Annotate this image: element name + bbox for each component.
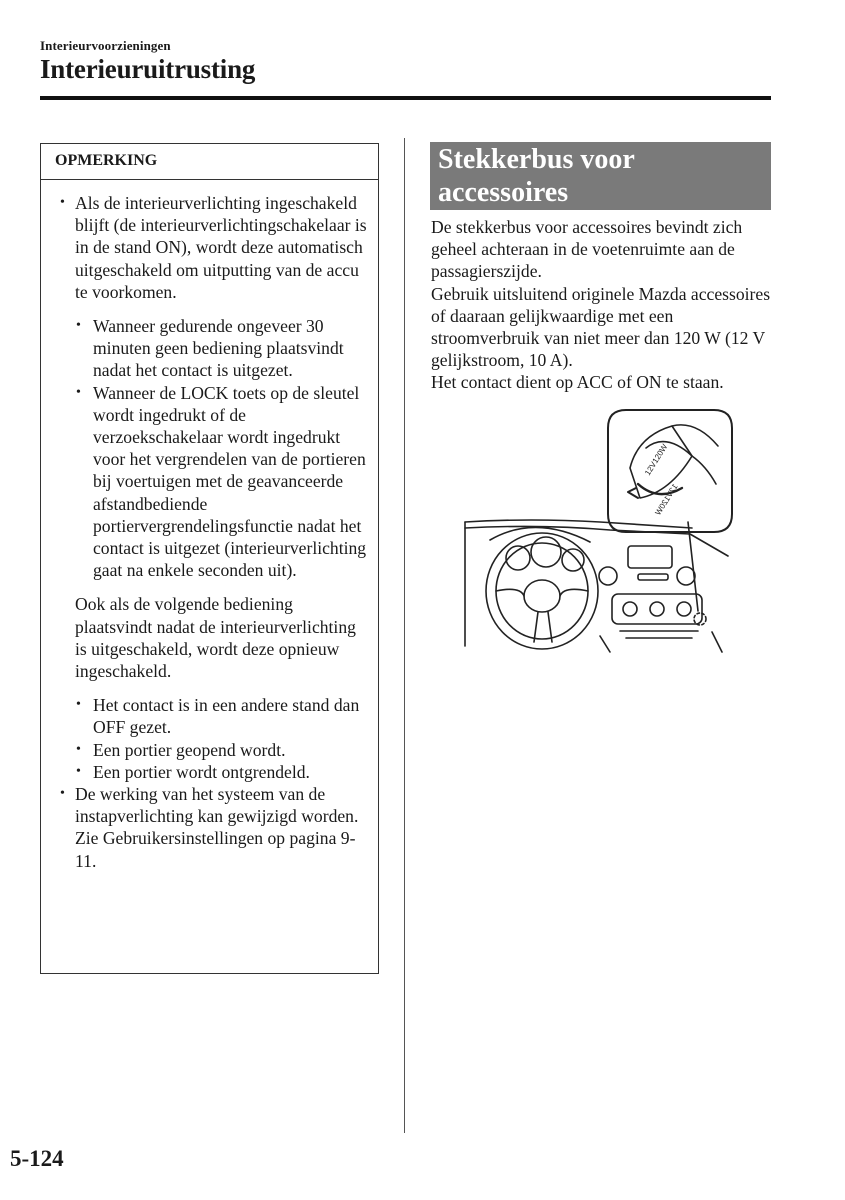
note-subbullet (60, 761, 370, 783)
note-sublist (60, 315, 370, 581)
vent-right (677, 567, 695, 585)
note-subbullet-text: Een portier wordt ontgrendeld. (93, 761, 310, 782)
note-subbullet-text: Het contact is in een andere stand dan OFF gezet. (93, 695, 360, 738)
bullet-dot: • (60, 786, 65, 802)
note-sublist (60, 694, 370, 783)
column-divider (404, 138, 405, 1133)
note-bullet-text-main: De werking van het systeem van de instapverlichting kan gewijzigd worden. (75, 784, 359, 827)
note-bullet-text: Als de interieurverlichting ingeschakeld blijft (de interieurverlichtingschakelaar is in de stand ON), wordt deze automatisch uitgeschakeld om uitputting van de accu te voorkomen. (75, 193, 367, 302)
accessory-paragraph: Gebruik uitsluitend originele Mazda accessoires of daaraan gelijkwaardige met een stroomverbruik van niet meer dan 120 W (12 V gelijkstroom, 10 A). (431, 283, 771, 371)
note-heading: OPMERKING (41, 144, 378, 180)
note-subbullet (60, 315, 370, 382)
note-cross-reference: Zie Gebruikersinstellingen op pagina 9-11. (75, 828, 356, 871)
page-title: Interieuruitrusting (40, 54, 256, 84)
center-display (628, 546, 672, 568)
console-lines (620, 631, 698, 638)
bullet-dot: • (60, 195, 65, 210)
steering-wheel-icon (486, 533, 598, 649)
note-subbullet (60, 382, 370, 582)
gauge-center (531, 537, 561, 567)
center-slot (638, 574, 668, 580)
vent-left (599, 567, 617, 585)
note-subbullet-text: Wanneer de LOCK toets op de sleutel wordt ingedrukt of de verzoekschakelaar wordt ingedrukt voor het vergrendelen van de portieren bij voertuigen met de geavanceerde afstandbediende portiervergrendelingsfunctie nadat het contact is uitgezet (interieurverlichting gaat na enkele seconden uit). (93, 382, 367, 581)
cluster-hood (490, 527, 590, 542)
climate-knob-center (650, 602, 664, 616)
note-paragraph: Ook als de volgende bediening plaatsvindt nadat de interieurverlichting is uitgeschakeld, wordt deze opnieuw ingeschakeld. (75, 594, 356, 682)
section-heading (430, 142, 771, 210)
note-bullet (60, 192, 370, 303)
section-heading-line2: accessoires (438, 177, 569, 208)
header-rule (40, 96, 771, 100)
console-sides (600, 632, 722, 652)
section-label: Interieurvoorzieningen (40, 38, 171, 53)
note-bullet (60, 783, 370, 872)
bullet-dot: • (76, 763, 81, 779)
bullet-dot: • (76, 741, 81, 757)
note-subbullet (60, 694, 370, 738)
note-bullet-text (75, 783, 370, 872)
accessory-socket-illustration (460, 406, 770, 656)
note-subbullet (60, 739, 370, 761)
accessory-text (431, 216, 776, 394)
socket-label-mirrored: 12V120W (653, 482, 680, 517)
bullet-dot: • (76, 318, 81, 334)
note-body (41, 180, 378, 872)
note-subbullet-text: Een portier geopend wordt. (93, 739, 286, 760)
bullet-dot: • (76, 697, 81, 713)
section-heading-line1: Stekkerbus voor (438, 144, 635, 175)
note-box (40, 143, 379, 974)
gauge-right (562, 549, 584, 571)
climate-knob-left (623, 602, 637, 616)
accessory-paragraph: Het contact dient op ACC of ON te staan. (431, 372, 724, 393)
accessory-paragraph: De stekkerbus voor accessoires bevindt zich geheel achteraan in de voetenruimte aan de passagierszijde. (431, 217, 743, 282)
socket-label: 12V120W (643, 442, 670, 478)
page-number: 5-124 (10, 1146, 64, 1171)
climate-panel (612, 594, 702, 624)
bullet-dot: • (76, 384, 81, 400)
climate-knob-right (677, 602, 691, 616)
callout-frame (608, 410, 732, 532)
note-subbullet-text: Wanneer gedurende ongeveer 30 minuten geen bediening plaatsvindt nadat het contact is uitgezet. (93, 316, 344, 381)
